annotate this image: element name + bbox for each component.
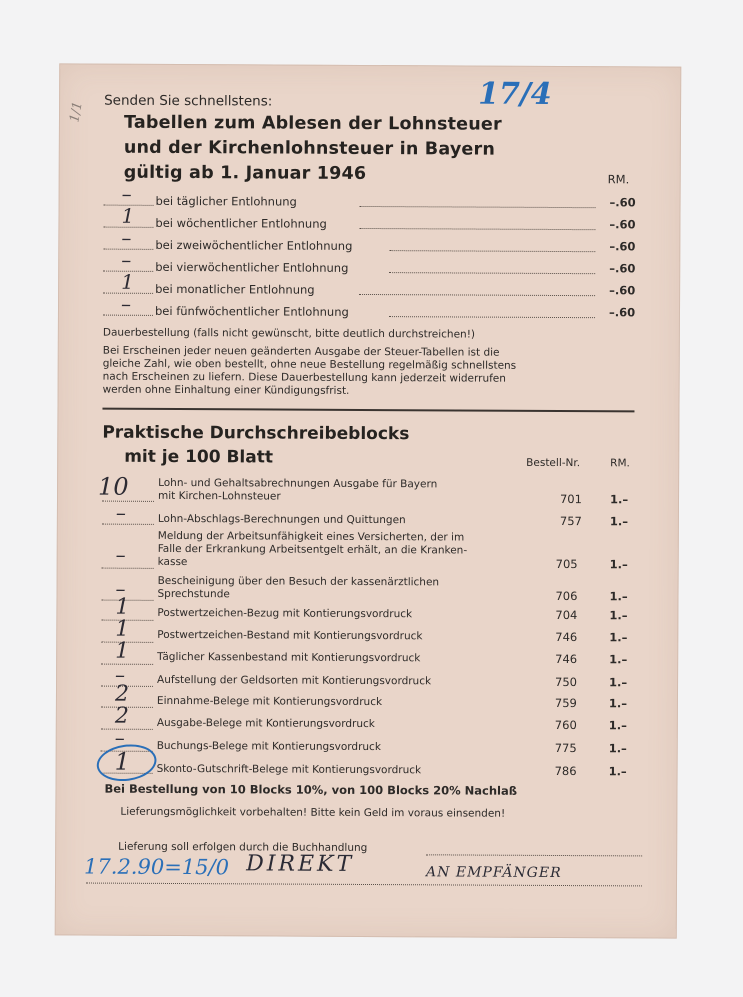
item-price: 1.– xyxy=(609,652,628,667)
item-label-line-3: kasse xyxy=(157,555,188,569)
item-label: Buchungs-Belege mit Kontierungsvordruck xyxy=(156,739,381,754)
standing-order-line-1: Dauerbestellung (falls nicht gewünscht, bitte deutlich durchstreichen!) xyxy=(102,326,476,341)
item-price: 1.– xyxy=(608,718,627,733)
item-label-line-2: Falle der Erkrankung Arbeitsentgelt erhält, an die Kranken- xyxy=(157,542,468,557)
item-label: Täglicher Kassenbestand mit Kontierungsvordruck xyxy=(157,650,421,665)
standing-order-line-3: gleiche Zahl, wie oben bestellt, ohne neue Bestellung regelmäßig schnellstens xyxy=(102,357,517,372)
quantity-mark: 1 xyxy=(121,203,135,228)
item-label-line-2: Sprechstunde xyxy=(157,587,230,601)
order-card xyxy=(55,63,682,938)
item-label: Bescheinigung über den Besuch der kassenärztlichen xyxy=(157,574,440,589)
item-price: –.60 xyxy=(609,261,636,276)
quantity-mark: 2 xyxy=(114,703,129,729)
item-label: bei fünfwöchentlicher Entlohnung xyxy=(154,303,349,319)
leader-dots xyxy=(389,316,595,318)
delivery-note: Lieferungsmöglichkeit vorbehalten! Bitte kein Geld im voraus einsenden! xyxy=(120,805,506,820)
item-price: 1.– xyxy=(609,589,628,604)
item-price: –.60 xyxy=(609,195,636,210)
discount-note: Bei Bestellung von 10 Blocks 10%, von 100 Blocks 20% Nachlaß xyxy=(104,781,518,798)
item-label: bei vierwöchentlicher Entlohnung xyxy=(155,259,349,275)
item-price: 1.– xyxy=(609,630,628,645)
quantity-mark: 2 xyxy=(114,681,130,707)
quantity-mark: – xyxy=(115,500,126,525)
standing-order-line-2: Bei Erscheinen jeder neuen geänderten Ausgabe der Steuer-Tabellen ist die xyxy=(102,344,500,359)
standing-order-line-4: nach Erscheinen zu liefern. Diese Dauerbestellung kann jederzeit widerrufen xyxy=(102,370,506,385)
leader-dots xyxy=(389,272,595,274)
order-number: 746 xyxy=(555,651,578,667)
item-price: –.60 xyxy=(609,217,636,232)
currency-header: RM. xyxy=(607,172,630,187)
quantity-mark: – xyxy=(121,181,132,206)
pencil-corner-note: 1/1 xyxy=(67,100,86,124)
column-header-price: RM. xyxy=(610,457,630,470)
leader-dots xyxy=(360,206,596,208)
item-label: bei täglicher Entlohnung xyxy=(155,193,297,209)
item-price: 1.– xyxy=(609,514,629,529)
item-price: 1.– xyxy=(609,557,628,572)
order-number: 775 xyxy=(554,740,577,756)
item-label: Ausgabe-Belege mit Kontierungsvordruck xyxy=(156,716,375,731)
column-header-order-number: Bestell-Nr. xyxy=(526,456,581,470)
handwritten-number: 17/4 xyxy=(478,76,552,112)
quantity-mark: – xyxy=(114,725,125,750)
title-line-1: Tabellen zum Ablesen der Lohnsteuer xyxy=(123,112,502,135)
section-divider xyxy=(102,408,634,413)
item-price: –.60 xyxy=(608,305,636,320)
item-label-line-2: mit Kirchen-Lohnsteuer xyxy=(157,489,281,503)
item-label: Lohn-Abschlags-Berechnungen und Quittungen xyxy=(157,512,406,527)
quantity-mark: 1 xyxy=(115,616,130,642)
send-label: Senden Sie schnellstens: xyxy=(104,92,273,110)
handwritten-recipient: AN EMPFÄNGER xyxy=(426,864,562,882)
title-line-3: gültig ab 1. Januar 1946 xyxy=(123,162,367,184)
quantity-mark: – xyxy=(121,247,132,272)
item-label: Lohn- und Gehaltsabrechnungen Ausgabe für Bayern xyxy=(158,476,438,491)
quantity-mark: – xyxy=(115,576,126,601)
signature-line xyxy=(86,883,642,887)
item-label: Einnahme-Belege mit Kontierungsvordruck xyxy=(156,694,383,709)
signature-line xyxy=(426,854,642,856)
item-label: bei wöchentlicher Entlohnung xyxy=(155,215,327,231)
item-label: Meldung der Arbeitsunfähigkeit eines Versicherten, der im xyxy=(157,529,465,544)
item-price: 1.– xyxy=(609,675,628,690)
item-price: –.60 xyxy=(609,283,636,298)
order-number: 704 xyxy=(555,607,578,623)
quantity-mark: 10 xyxy=(97,472,129,501)
blue-circle-annotation xyxy=(94,741,158,785)
item-label: Aufstellung der Geldsorten mit Kontierungsvordruck xyxy=(157,673,432,688)
quantity-line xyxy=(101,664,153,665)
quantity-mark: 1 xyxy=(115,594,130,620)
blocks-title-2: mit je 100 Blatt xyxy=(124,446,274,468)
item-price: 1.– xyxy=(608,764,627,779)
quantity-line xyxy=(102,524,154,525)
item-label: bei monatlicher Entlohnung xyxy=(155,281,315,297)
order-number: 750 xyxy=(555,674,578,690)
quantity-mark: 1 xyxy=(115,638,130,664)
order-number: 786 xyxy=(554,763,577,779)
quantity-mark: – xyxy=(120,291,132,316)
item-label: Postwertzeichen-Bezug mit Kontierungsvordruck xyxy=(157,606,413,621)
order-number: 701 xyxy=(559,492,583,507)
blocks-title-1: Praktische Durchschreibeblocks xyxy=(102,422,410,445)
handwritten-blue-note: 17.2.90=15/0 xyxy=(84,854,230,880)
item-label: Skonto-Gutschrift-Belege mit Kontierungsvordruck xyxy=(156,762,422,777)
handwritten-direkt: DIREKT xyxy=(246,851,355,877)
quantity-mark: – xyxy=(115,662,126,687)
item-price: 1.– xyxy=(608,741,627,756)
item-price: 1.– xyxy=(608,696,628,711)
order-number: 759 xyxy=(554,695,577,711)
order-number: 757 xyxy=(559,514,582,529)
item-price: –.60 xyxy=(609,239,636,254)
leader-dots xyxy=(359,228,595,230)
title-line-2: und der Kirchenlohnsteuer in Bayern xyxy=(123,137,496,160)
standing-order-line-5: werden ohne Einhaltung einer Kündigungsfrist. xyxy=(102,383,350,397)
quantity-mark: 1 xyxy=(121,269,134,294)
delivery-label: Lieferung soll erfolgen durch die Buchhandlung xyxy=(118,840,368,855)
quantity-mark: – xyxy=(121,225,132,250)
quantity-line xyxy=(101,729,153,730)
quantity-line xyxy=(102,501,154,502)
order-number: 760 xyxy=(554,717,577,733)
item-price: 1.– xyxy=(609,492,629,507)
item-label: bei zweiwöchentlicher Entlohnung xyxy=(155,237,353,253)
leader-dots xyxy=(359,294,595,296)
item-price: 1.– xyxy=(609,608,628,623)
order-number: 706 xyxy=(555,588,578,604)
item-label: Postwertzeichen-Bestand mit Kontierungsvordruck xyxy=(157,628,423,643)
quantity-mark: – xyxy=(115,542,126,567)
quantity-line xyxy=(102,568,154,569)
quantity-mark: 1 xyxy=(114,747,130,776)
leader-dots xyxy=(389,250,595,252)
order-number: 705 xyxy=(555,556,578,572)
order-number: 746 xyxy=(555,629,578,645)
